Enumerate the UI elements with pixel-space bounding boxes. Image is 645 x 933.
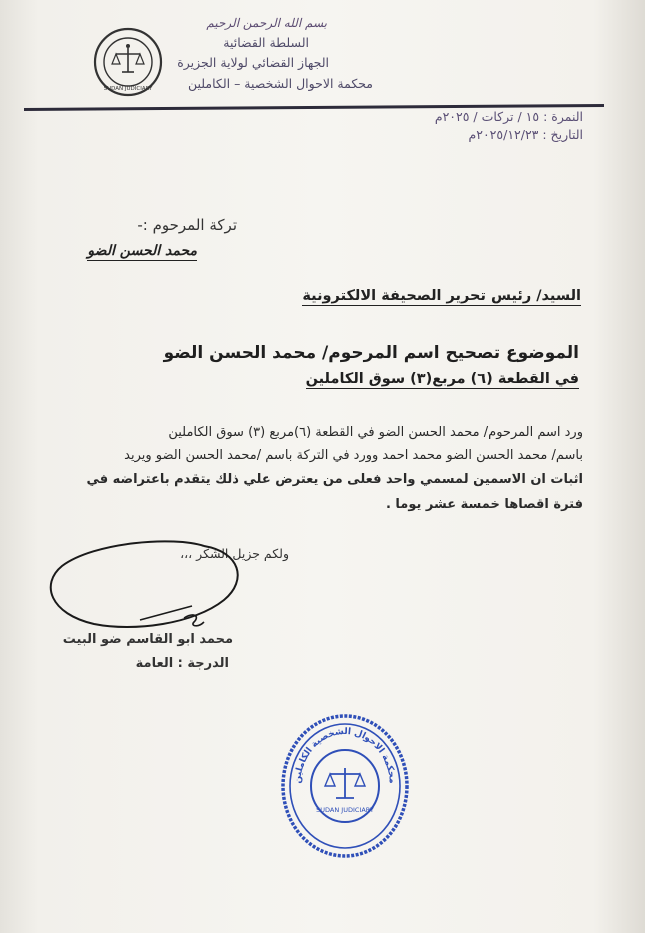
apparatus-heading: الجهاز القضائي لولاية الجزيرة xyxy=(177,55,329,70)
subject-location: في القطعة (٦) مربع(٣) سوق الكاملين xyxy=(305,371,579,387)
judiciary-logo-icon xyxy=(92,26,164,98)
body-line: ورد اسم المرحوم/ محمد الحسن الضو في القطعة (٦)مربع (٣) سوق الكاملين xyxy=(168,425,583,440)
reference-number: النمرة : ١٥ / تركات / ٢٠٢٥م xyxy=(434,109,583,124)
body-line: باسم/ محمد الحسن الضو محمد احمد وورد في التركة باسم /محمد الحسن الضو ويريد xyxy=(124,448,583,463)
estate-label: تركة المرحوم :- xyxy=(137,216,237,234)
closing-thanks: ولكم جزيل الشكر ،،، xyxy=(180,546,289,561)
court-stamp-icon xyxy=(278,712,412,860)
court-heading: محكمة الاحوال الشخصية – الكاملين xyxy=(187,76,373,91)
signer-rank: الدرجة : العامة xyxy=(135,656,229,671)
signer-name: محمد ابو القاسم ضو البيت xyxy=(62,632,233,647)
reference-date: التاريخ : ٢٠٢٥/١٢/٢٣م xyxy=(468,127,583,142)
handwritten-signature xyxy=(44,536,248,644)
stamp-outer-text: محكمة الاحوال الشخصية الكاملين xyxy=(292,726,397,784)
stamp-inner-text: SUDAN JUDICIARY xyxy=(316,806,374,814)
subject-line: الموضوع تصحيح اسم المرحوم/ محمد الحسن الضو xyxy=(163,343,579,363)
basmala-heading: بسم الله الرحمن الرحيم xyxy=(206,16,327,30)
body-line: اثبات ان الاسمين لمسمي واحد فعلى من يعترض علي ذلك يتقدم باعتراضه في xyxy=(86,472,583,487)
estate-deceased-name: محمد الحسن الضو xyxy=(87,243,197,259)
authority-heading: السلطة القضائية xyxy=(223,35,309,50)
body-line: فترة اقصاها خمسة عشر يوما . xyxy=(385,497,583,512)
logo-caption: SUDAN JUDICIARY xyxy=(103,86,153,92)
addressee-line: السيد/ رئيس تحرير الصحيفة الالكترونية xyxy=(302,288,581,304)
